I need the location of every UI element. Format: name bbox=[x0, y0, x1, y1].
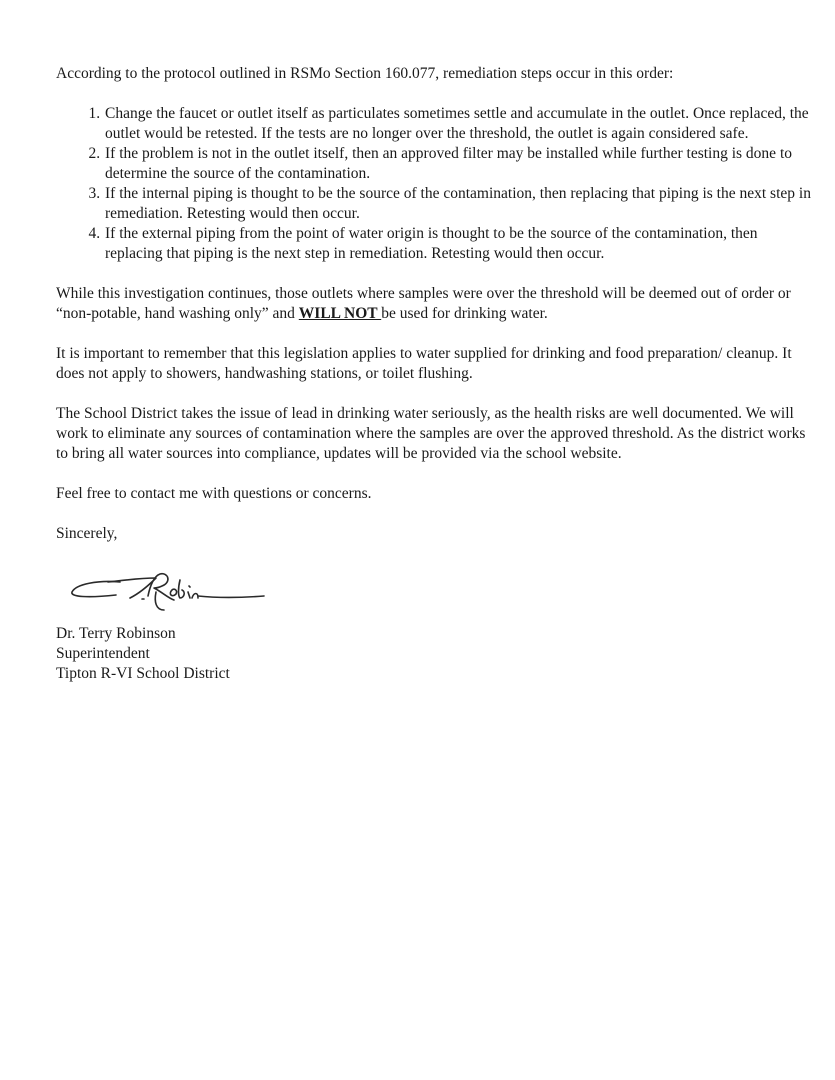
intro-paragraph: According to the protocol outlined in RSMo Section 160.077, remediation steps occur in this order: bbox=[56, 65, 674, 82]
investigation-text-after: be used for drinking water. bbox=[381, 305, 548, 322]
handwritten-signature bbox=[68, 562, 268, 614]
remediation-steps-list bbox=[56, 104, 816, 264]
closing-salutation: Sincerely, bbox=[56, 525, 118, 542]
signer-title: Superintendent bbox=[56, 645, 150, 662]
remediation-step-1: 1. Change the faucet or outlet itself as particulates sometimes settle and accumulate in the outlet. Once replaced, the outlet would be retested. If the tests are no longer over the threshold, the outlet is again considered safe. bbox=[104, 104, 816, 144]
signer-name: Dr. Terry Robinson bbox=[56, 625, 176, 642]
signer-organization: Tipton R-VI School District bbox=[56, 665, 230, 682]
letter-page bbox=[56, 64, 816, 684]
remediation-step-4: 4. If the external piping from the point of water origin is thought to be the source of the contamination, then replacing that piping is the next step in remediation. Retesting would then occur. bbox=[104, 224, 816, 264]
investigation-text-before: While this investigation continues, those outlets where samples were over the threshold will be deemed out of order or “non-potable, hand washing only” and bbox=[56, 285, 791, 322]
investigation-paragraph bbox=[56, 284, 816, 324]
contact-paragraph: Feel free to contact me with questions or concerns. bbox=[56, 485, 372, 502]
remediation-step-2: 2. If the problem is not in the outlet itself, then an approved filter may be installed while further testing is done to determine the source of the contamination. bbox=[104, 144, 816, 184]
will-not-emphasis: WILL NOT bbox=[298, 305, 382, 322]
remediation-step-3: 3. If the internal piping is thought to be the source of the contamination, then replacing that piping is the next step in remediation. Retesting would then occur. bbox=[104, 184, 816, 224]
signer-block bbox=[56, 624, 816, 684]
district-commitment-paragraph: The School District takes the issue of lead in drinking water seriously, as the health risks are well documented. We will work to eliminate any sources of contamination where the samples are over the approved threshold. As the district works to bring all water sources into compliance, updates will be provided via the school website. bbox=[56, 405, 806, 462]
legislation-paragraph: It is important to remember that this legislation applies to water supplied for drinking and food preparation/ cleanup. It does not apply to showers, handwashing stations, or toilet flushing. bbox=[56, 345, 792, 382]
